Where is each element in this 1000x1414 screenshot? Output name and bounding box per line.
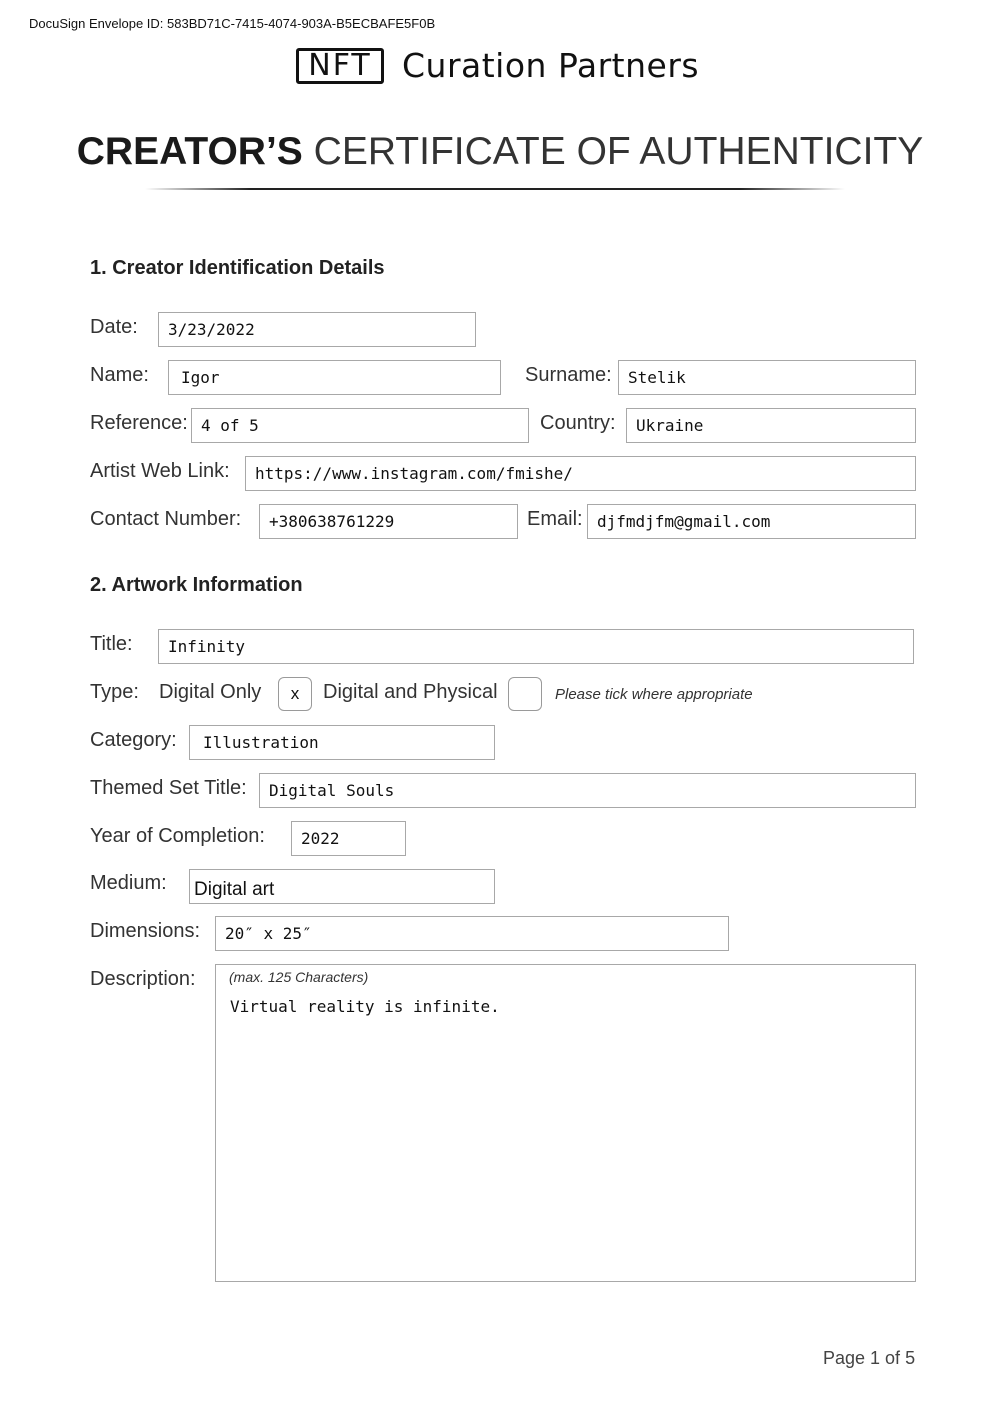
surname-label: Surname:	[525, 364, 612, 386]
medium-label: Medium:	[90, 872, 167, 894]
section-2-heading: 2. Artwork Information	[90, 574, 303, 596]
reference-label: Reference:	[90, 412, 188, 434]
docusign-envelope-id: DocuSign Envelope ID: 583BD71C-7415-4074-903A-B5ECBAFE5F0B	[29, 16, 436, 31]
surname-field[interactable]: Stelik	[618, 360, 916, 395]
certificate-title	[0, 130, 1000, 174]
digital-only-checkbox[interactable]: x	[278, 677, 312, 711]
type-digital-only-label: Digital Only	[159, 681, 262, 703]
type-digital-physical-label: Digital and Physical	[323, 681, 498, 703]
certificate-title-bold: CREATOR’S	[76, 130, 303, 173]
contact-number-field[interactable]: +380638761229	[259, 504, 518, 539]
title-field[interactable]: Infinity	[158, 629, 914, 664]
email-field[interactable]: djfmdjfm@gmail.com	[587, 504, 916, 539]
description-label: Description:	[90, 968, 196, 990]
name-field[interactable]: Igor	[168, 360, 501, 395]
date-label: Date:	[90, 316, 138, 338]
description-hint: (max. 125 Characters)	[229, 969, 369, 985]
type-label: Type:	[90, 681, 139, 703]
year-label: Year of Completion:	[90, 825, 265, 847]
title-divider	[145, 188, 845, 190]
category-label: Category:	[90, 729, 177, 751]
web-link-label: Artist Web Link:	[90, 460, 230, 482]
description-field[interactable]	[215, 964, 916, 1282]
page-number: Page 1 of 5	[823, 1348, 916, 1368]
description-value: Virtual reality is infinite.	[230, 997, 500, 1016]
web-link-field[interactable]: https://www.instagram.com/fmishe/	[245, 456, 916, 491]
medium-field[interactable]: Digital art	[189, 869, 495, 904]
themed-set-label: Themed Set Title:	[90, 777, 247, 799]
date-field[interactable]: 3/23/2022	[158, 312, 476, 347]
digital-physical-checkbox[interactable]	[508, 677, 542, 711]
certificate-title-rest: CERTIFICATE OF AUTHENTICITY	[313, 130, 924, 173]
type-hint: Please tick where appropriate	[555, 686, 753, 703]
title-label: Title:	[90, 633, 133, 655]
name-label: Name:	[90, 364, 149, 386]
reference-field[interactable]: 4 of 5	[191, 408, 529, 443]
country-field[interactable]: Ukraine	[626, 408, 916, 443]
year-field[interactable]: 2022	[291, 821, 406, 856]
email-label: Email:	[527, 508, 583, 530]
section-1-heading: 1. Creator Identification Details	[90, 257, 385, 279]
contact-number-label: Contact Number:	[90, 508, 242, 530]
logo-text: Curation Partners	[402, 46, 700, 85]
country-label: Country:	[540, 412, 616, 434]
nft-logo-box: NFT	[296, 48, 384, 84]
dimensions-field[interactable]: 20″ x 25″	[215, 916, 729, 951]
category-field[interactable]: Illustration	[189, 725, 495, 760]
themed-set-field[interactable]: Digital Souls	[259, 773, 916, 808]
dimensions-label: Dimensions:	[90, 920, 201, 942]
